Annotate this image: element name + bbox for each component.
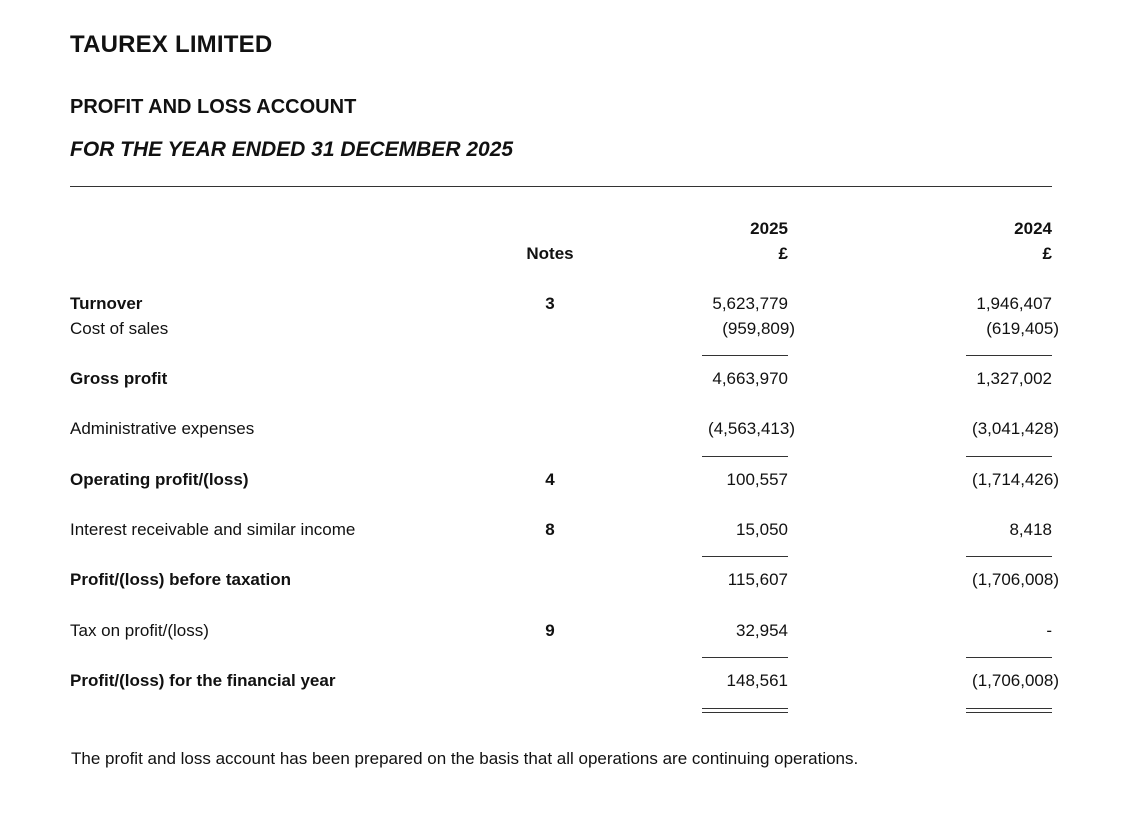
period-title: FOR THE YEAR ENDED 31 DECEMBER 2025 — [70, 138, 514, 161]
subtotal-line — [966, 556, 1052, 557]
row-label: Administrative expenses — [70, 419, 255, 438]
subtotal-line — [702, 456, 788, 457]
row-value-2025: (959,809) — [722, 319, 795, 338]
row-value-2024: - — [1046, 621, 1052, 640]
subtotal-line — [702, 657, 788, 658]
footnote: The profit and loss account has been prepared on the basis that all operations are continuing operations. — [71, 749, 859, 768]
row-value-2024: 1,327,002 — [976, 369, 1052, 388]
table-row — [0, 569, 1126, 591]
total-double-line — [966, 708, 1052, 713]
row-value-2024: (619,405) — [986, 319, 1059, 338]
row-label: Profit/(loss) before taxation — [70, 570, 292, 589]
subtotal-line — [702, 355, 788, 356]
row-value-2024: (3,041,428) — [972, 419, 1059, 438]
year-2025-header: 2025 — [750, 219, 788, 238]
row-note: 9 — [545, 621, 555, 640]
table-row — [0, 670, 1126, 692]
row-value-2024: 1,946,407 — [976, 294, 1052, 313]
row-value-2025: 115,607 — [727, 570, 788, 589]
row-label: Turnover — [70, 294, 143, 313]
table-row — [0, 318, 1126, 340]
row-label: Cost of sales — [70, 319, 169, 338]
header-divider — [70, 186, 1052, 187]
row-value-2025: (4,563,413) — [708, 419, 795, 438]
row-label: Operating profit/(loss) — [70, 470, 249, 489]
row-label: Gross profit — [70, 369, 168, 388]
table-row — [0, 519, 1126, 541]
notes-column-header: Notes — [526, 244, 574, 263]
row-value-2025: 100,557 — [726, 470, 788, 489]
row-value-2025: 5,623,779 — [712, 294, 788, 313]
table-row — [0, 469, 1126, 491]
statement-title: PROFIT AND LOSS ACCOUNT — [70, 96, 357, 118]
row-note: 4 — [545, 470, 555, 489]
table-row — [0, 418, 1126, 440]
row-value-2024: (1,706,008) — [972, 671, 1059, 690]
row-value-2024: 8,418 — [1009, 520, 1052, 539]
company-name: TAUREX LIMITED — [70, 31, 273, 58]
subtotal-line — [966, 456, 1052, 457]
row-value-2025: 32,954 — [736, 621, 788, 640]
total-double-line — [702, 708, 788, 713]
row-value-2025: 4,663,970 — [712, 369, 788, 388]
table-row — [0, 620, 1126, 642]
subtotal-line — [702, 556, 788, 557]
row-label: Tax on profit/(loss) — [70, 621, 209, 640]
currency-2025-header: £ — [778, 244, 788, 263]
row-note: 3 — [545, 294, 555, 313]
subtotal-line — [966, 355, 1052, 356]
table-row — [0, 368, 1126, 390]
row-label: Interest receivable and similar income — [70, 520, 356, 539]
year-2024-header: 2024 — [1014, 219, 1052, 238]
row-value-2025: 148,561 — [726, 671, 788, 690]
row-value-2025: 15,050 — [736, 520, 788, 539]
row-value-2024: (1,706,008) — [972, 570, 1059, 589]
row-label: Profit/(loss) for the financial year — [70, 671, 336, 690]
table-row — [0, 293, 1126, 315]
subtotal-line — [966, 657, 1052, 658]
row-value-2024: (1,714,426) — [972, 470, 1059, 489]
row-note: 8 — [545, 520, 555, 539]
currency-2024-header: £ — [1042, 244, 1052, 263]
